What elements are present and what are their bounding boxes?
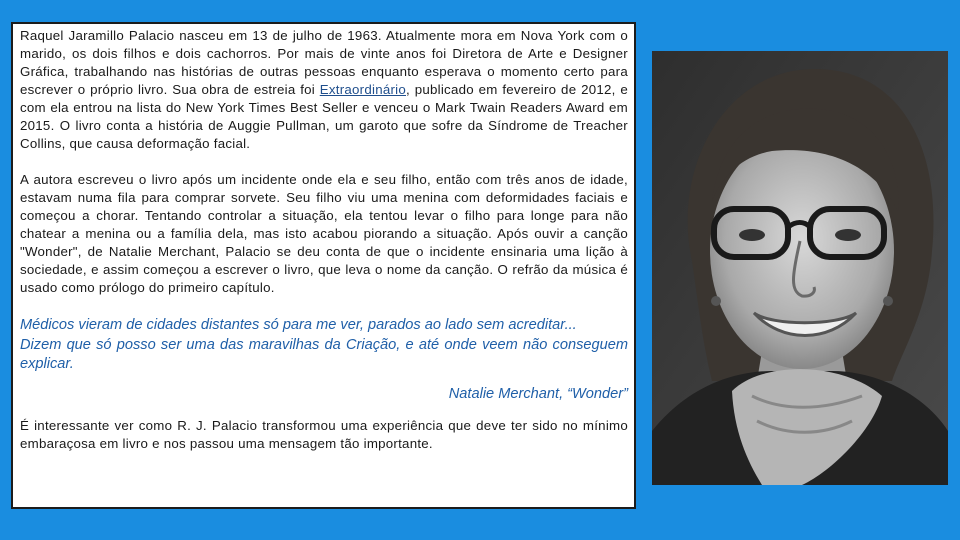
bio-paragraph-1-text-b: , publicado em fevereiro de 2012, e com ela entrou na lista do New York Times Best Seller e venceu o Mark Twain Readers Award em 2015. O livro conta a história de Auggie Pullman, um garoto que sofre da Síndrome de Treacher Collins, que causa deformação facial. [20,82,628,151]
closing-paragraph: É interessante ver como R. J. Palacio transformou uma experiência que deve ter sido no mínimo embaraçosa em livro e nos passou uma mensagem tão importante. [20,417,628,451]
quote-attribution: Natalie Merchant, “Wonder” [448,385,628,402]
bio-paragraph-1 [20,27,628,153]
book-title-link[interactable]: Extraordinário [319,82,407,97]
text-panel [11,22,636,509]
song-quote [20,316,628,404]
bio-paragraph-1-text-a: Raquel Jaramillo Palacio nasceu em 13 de julho de 1963. Atualmente mora em Nova York com o marido, os dois filhos e dois cachorros. Por mais de vinte anos foi Diretora de Arte e Designer Gráfica, trabalhando nas histórias de outras pessoas enquanto esperava o momento certo para escrever o próprio livro. Sua obra de estreia foi [20,28,628,97]
quote-line-1: Médicos vieram de cidades distantes só para me ver, parados ao lado sem acreditar... [20,317,577,333]
quote-line-2: Dizem que só posso ser uma das maravilhas da Criação, e até onde veem não conseguem explicar. [20,336,628,372]
author-portrait [652,51,948,485]
bio-paragraph-2: A autora escreveu o livro após um incidente onde ela e seu filho, então com três anos de idade, estavam numa fila para comprar sorvete. Seu filho viu uma menina com deformidades faciais e começou a chorar. Tentando controlar a situação, ela tentou levar o filho para longe para não chatear a menina ou a família dela, mas isto acabou piorando a situação. Após ouvir a canção "Wonder", de Natalie Merchant, Palacio se deu conta de que o incidente ensinaria uma lição à sociedade, e assim começou a escrever o livro, que leva o nome da canção. O refrão da música é usado como prólogo do primeiro capítulo. [20,172,628,295]
